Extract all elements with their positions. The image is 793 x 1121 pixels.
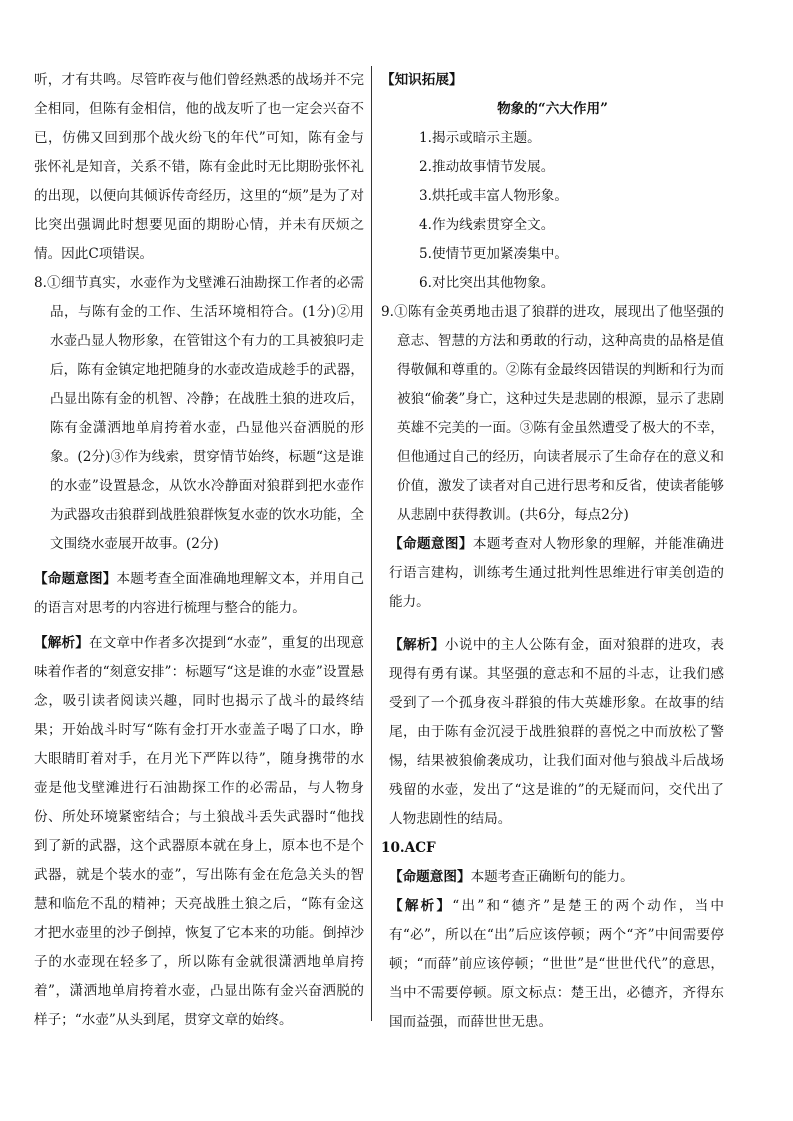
knowledge-item: 3.烘托或丰富人物形象。 bbox=[419, 188, 568, 204]
continued-paragraph: 听，才有共鸣。尽管昨夜与他们曾经熟悉的战场并不完全相同，但陈有金相信，他的战友听了也一定会兴奋不已，仿佛又回到那个战火纷飞的年代”可知，陈有金与张怀礼是知音，关系不错，陈有金此时无比期盼张怀礼的出现，以便向其倾诉传奇经历，这里的“烦”是为了对比突出强调此时想要见面的期盼心情，并未有厌烦之情。因此C项错误。 bbox=[34, 72, 364, 262]
q9-intent-text: 本题考查对人物形象的理解，并能准确进行语言建构，训练考生通过批判性思维进行审美创造的能力。 bbox=[389, 536, 725, 610]
q8-intent bbox=[34, 565, 364, 623]
knowledge-title: 物象的“六大作用” bbox=[497, 101, 608, 117]
q8-intent-text: 本题考查全面准确地理解文本，并用自己的语言对思考的内容进行梳理与整合的能力。 bbox=[34, 571, 365, 616]
q9-analysis-tag: 【解析】 bbox=[389, 637, 445, 653]
knowledge-tag: 【知识拓展】 bbox=[381, 72, 463, 88]
knowledge-item: 4.作为线索贯穿全文。 bbox=[419, 217, 555, 233]
q8-analysis-tag: 【解析】 bbox=[34, 635, 89, 651]
q8-answer: 8.①细节真实，水壶作为戈壁滩石油勘探工作者的必需品，与陈有金的工作、生活环境相符合。(1分)②用水壶凸显人物形象，在管钳这个有力的工具被狼叼走后，陈有金镇定地把随身的水壶改造成趁手的武器，凸显出陈有金的机智、冷静；在战胜土狼的进攻后，陈有金潇洒地单肩挎着水壶，凸显他兴奋洒脱的形象。(2分)③作为线索，贯穿情节始终，标题“这是谁的水壶”设置悬念，从饮水冷静面对狼群到把水壶作为武器攻击狼群到战胜狼群恢复水壶的饮水功能，全文围绕水壶展开故事。(2分) bbox=[34, 275, 364, 552]
q9-analysis-text: 小说中的主人公陈有金，面对狼群的进攻，表现得有勇有谋。其坚强的意志和不屈的斗志，让我们感受到了一个孤身夜斗群狼的伟大英雄形象。在故事的结尾，由于陈有金沉浸于战胜狼群的喜悦之中而放松了警惕，结果被狼偷袭成功，让我们面对他与狼战斗后战场残留的水壶，发出了“这是谁的”的无疑而问，交代出了人物悲剧性的结局。 bbox=[389, 637, 725, 827]
q10-intent-tag: 【命题意图】 bbox=[389, 869, 471, 885]
q8-analysis bbox=[34, 629, 364, 1035]
spacer bbox=[381, 617, 724, 631]
knowledge-item: 5.使情节更加紧凑集中。 bbox=[419, 246, 568, 262]
q8-analysis-text: 在文章中作者多次提到“水壶”，重复的出现意味着作者的“刻意安排”：标题写“这是谁的水壶”设置悬念，吸引读者阅读兴趣，同时也揭示了战斗的最终结果；开始战斗时写“陈有金打开水壶盖子喝了口水，睁大眼睛盯着对手，在月光下严阵以待”，随身携带的水壶是他戈壁滩进行石油勘探工作的必需品，与人物身份、所处环境紧密结合；与土狼战斗丢失武器时“他找到了新的武器，这个武器原本就在身上，原本也不是个武器，就是个装水的壶”，写出陈有金在危急关头的智慧和临危不乱的精神；天亮战胜土狼之后，“陈有金这才把水壶里的沙子倒掉，恢复了它本来的功能。倒掉沙子的水壶现在轻多了，所以陈有金就很潇洒地单肩挎着”，潇洒地单肩挎着水壶，凸显出陈有金兴奋洒脱的样子；“水壶”从头到尾，贯穿文章的始终。 bbox=[34, 635, 364, 1028]
q8-intent-tag: 【命题意图】 bbox=[34, 571, 117, 587]
q9-analysis bbox=[381, 631, 724, 834]
knowledge-item: 1.揭示或暗示主题。 bbox=[419, 130, 541, 146]
q10-analysis-tag: 【解析】 bbox=[389, 898, 453, 914]
q10-analysis-text: “出”和“德齐”是楚王的两个动作，当中有“必”，所以在“出”后应该停顿；两个“齐”中间需要停顿；“而薛”前应该停顿；“世世”是“世世代代”的意思，当中不需要停顿。原文标点：楚王出，必德齐，齐得东国而益强，而薛世世无患。 bbox=[389, 898, 724, 1030]
q10-answer: 10.ACF bbox=[381, 840, 436, 856]
q9-answer: 9.①陈有金英勇地击退了狼群的进攻，展现出了他坚强的意志、智慧的方法和勇敢的行动，这种高贵的品格是值得敬佩和尊重的。②陈有金最终因错误的判断和行为而被狼“偷袭”身亡，这种过失是悲剧的根源，显示了悲剧英雄不完美的一面。③陈有金虽然遭受了极大的不幸，但他通过自己的经历，向读者展示了生命存在的意义和价值，激发了读者对自己进行思考和反省，使读者能够从悲剧中获得教训。(共6分，每点2分) bbox=[381, 304, 724, 523]
right-column bbox=[381, 66, 724, 1037]
q10-intent bbox=[381, 863, 724, 892]
q9-intent-tag: 【命题意图】 bbox=[389, 536, 473, 552]
column-divider bbox=[371, 66, 372, 1021]
left-column bbox=[34, 66, 364, 1035]
knowledge-item: 6.对比突出其他物象。 bbox=[419, 275, 555, 291]
q10-analysis bbox=[381, 892, 724, 1037]
q10-intent-text: 本题考查正确断句的能力。 bbox=[470, 869, 634, 885]
knowledge-item: 2.推动故事情节发展。 bbox=[419, 159, 555, 175]
q9-intent bbox=[381, 530, 724, 617]
